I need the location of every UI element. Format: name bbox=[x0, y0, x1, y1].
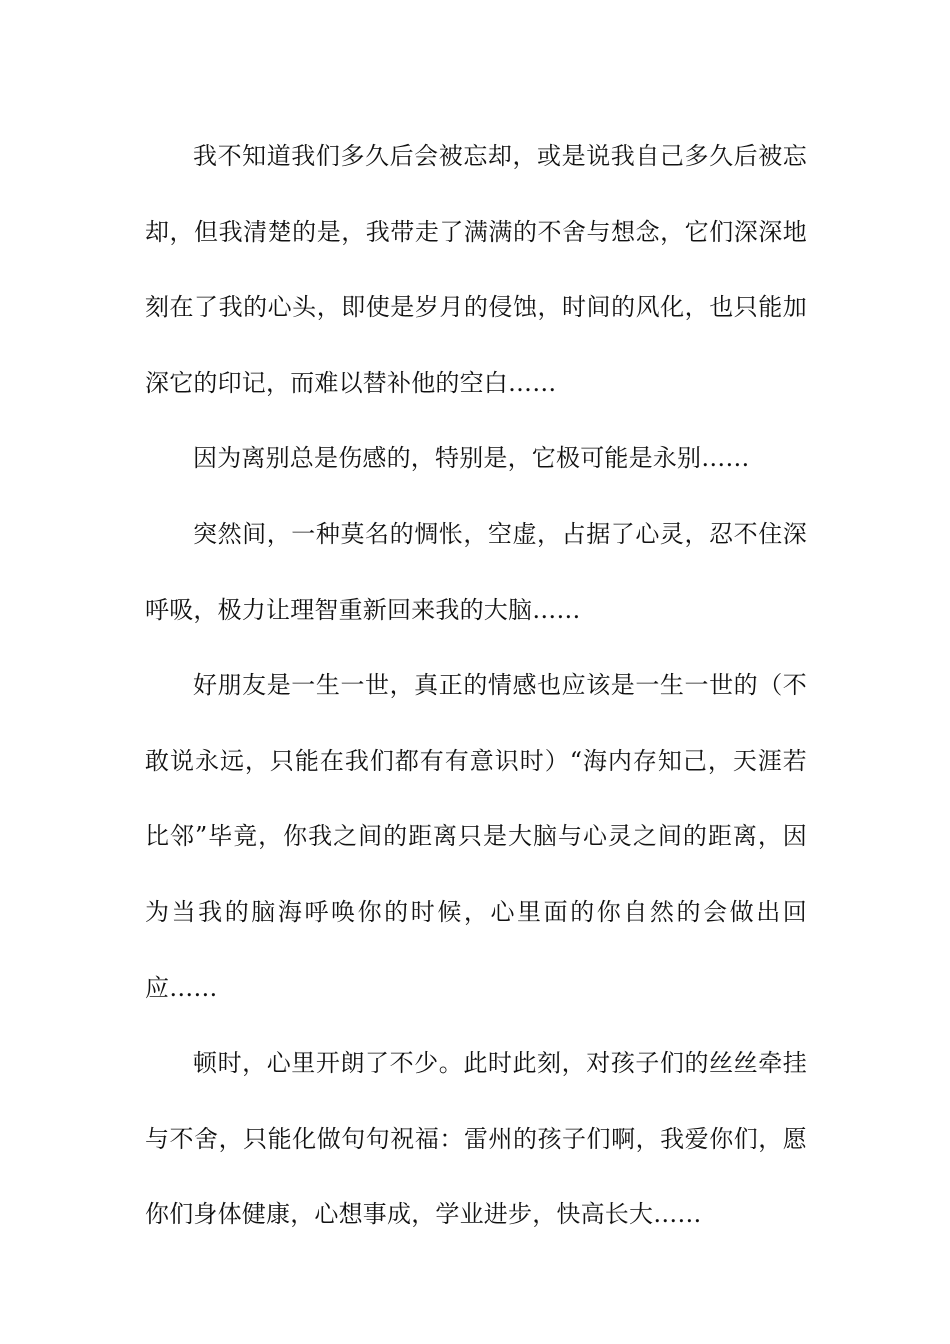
paragraph-blessing: 顿时，心里开朗了不少。此时此刻，对孩子们的丝丝牵挂与不舍，只能化做句句祝福：雷州的孩子们啊，我爱你们，愿你们身体健康，心想事成，学业进步，快高长大…… bbox=[145, 1049, 807, 1229]
document-body bbox=[145, 119, 807, 1253]
paragraph-melancholy: 突然间，一种莫名的惆怅，空虚，占据了心灵，忍不住深呼吸，极力让理智重新回来我的大脑…… bbox=[145, 519, 807, 624]
paragraph-farewell: 因为离别总是伤感的，特别是，它极可能是永别…… bbox=[193, 444, 750, 473]
paragraph-forgotten: 我不知道我们多久后会被忘却，或是说我自己多久后被忘却，但我清楚的是，我带走了满满的不舍与想念，它们深深地刻在了我的心头，即使是岁月的侵蚀，时间的风化，也只能加深它的印记，而难以替补他的空白…… bbox=[145, 142, 807, 397]
paragraph-friendship: 好朋友是一生一世，真正的情感也应该是一生一世的（不敢说永远，只能在我们都有有意识时）“海内存知己，天涯若比邻”毕竟，你我之间的距离只是大脑与心灵之间的距离，因为当我的脑海呼唤你的时候，心里面的你自然的会做出回应…… bbox=[145, 671, 807, 1002]
